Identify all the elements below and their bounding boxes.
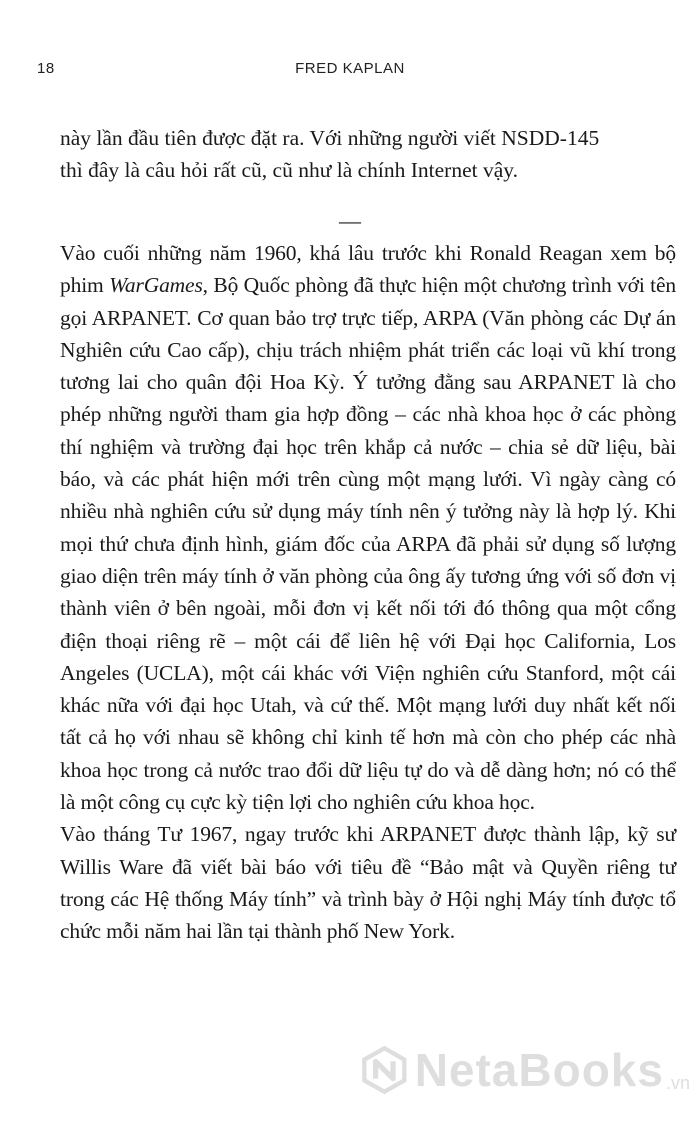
watermark (360, 1020, 690, 1120)
paragraph-2: Vào tháng Tư 1967, ngay trước khi ARPANET được thành lập, kỹ sư Willis Ware đã viết bài báo với tiêu đề “Bảo mật và Quyền riêng tư trong các Hệ thống Máy tính” và trình bày ở Hội nghị Máy tính được tổ chức mỗi năm hai lần tại thành phố New York. (60, 822, 676, 944)
page-number: 18 (37, 60, 55, 77)
page-header (0, 60, 700, 84)
intro-line-2: thì đây là câu hỏi rất cũ, cũ như là chính Internet vậy. (60, 158, 519, 183)
netabooks-logo-icon (360, 1042, 409, 1098)
paragraph-1-start: Vào cuối những năm 1960, khá lâu trước khi Ronald Reagan xem bộ phim (60, 241, 676, 298)
watermark-suffix: .vn (665, 1073, 690, 1093)
paragraph-1 (60, 237, 676, 818)
film-title: WarGames (109, 273, 203, 298)
paragraph-1-rest: , Bộ Quốc phòng đã thực hiện một chương trình với tên gọi ARPANET. Cơ quan bảo trợ trực tiếp, ARPA (Văn phòng các Dự án Nghiên cứu Cao cấp), chịu trách nhiệm phát triển các loại vũ khí trong tương lai cho quân đội Hoa Kỳ. Ý tưởng đằng sau ARPANET là cho phép những người tham gia hợp đồng – các nhà khoa học ở các phòng thí nghiệm và trường đại học trên khắp cả nước – chia sẻ dữ liệu, bài báo, và các phát hiện mới trên cùng một mạng lưới. Vì ngày càng có nhiều nhà nghiên cứu sử dụng máy tính nên ý tưởng này là hợp lý. Khi mọi thứ chưa định hình, giám đốc của ARPA đã phải sử dụng số lượng giao diện trên máy tính ở văn phòng của ông ấy tương ứng với số đơn vị thành viên ở bên ngoài, mỗi đơn vị kết nối tới đó thông qua một cổng điện thoại riêng rẽ – một cái để liên hệ với Đại học California, Los Angeles (UCLA), một cái khác với Viện nghiên cứu Stanford, một cái khác nữa với đại học Utah, và cứ thế. Một mạng lưới duy nhất kết nối tất cả họ với nhau sẽ không chỉ kinh tế hơn mà còn cho phép các nhà khoa học trong cả nước trao đổi dữ liệu tự do và dễ dàng hơn; nó có thể là một công cụ cực kỳ tiện lợi cho nghiên cứu khoa học. (60, 273, 676, 815)
watermark-text: NetaBooks (414, 1044, 664, 1096)
main-body (60, 237, 676, 948)
intro-text (60, 122, 676, 187)
section-separator: — (339, 208, 361, 233)
intro-line-1: này lần đầu tiên được đặt ra. Với những người viết NSDD-145 (60, 126, 600, 150)
running-head: FRED KAPLAN (295, 60, 405, 77)
